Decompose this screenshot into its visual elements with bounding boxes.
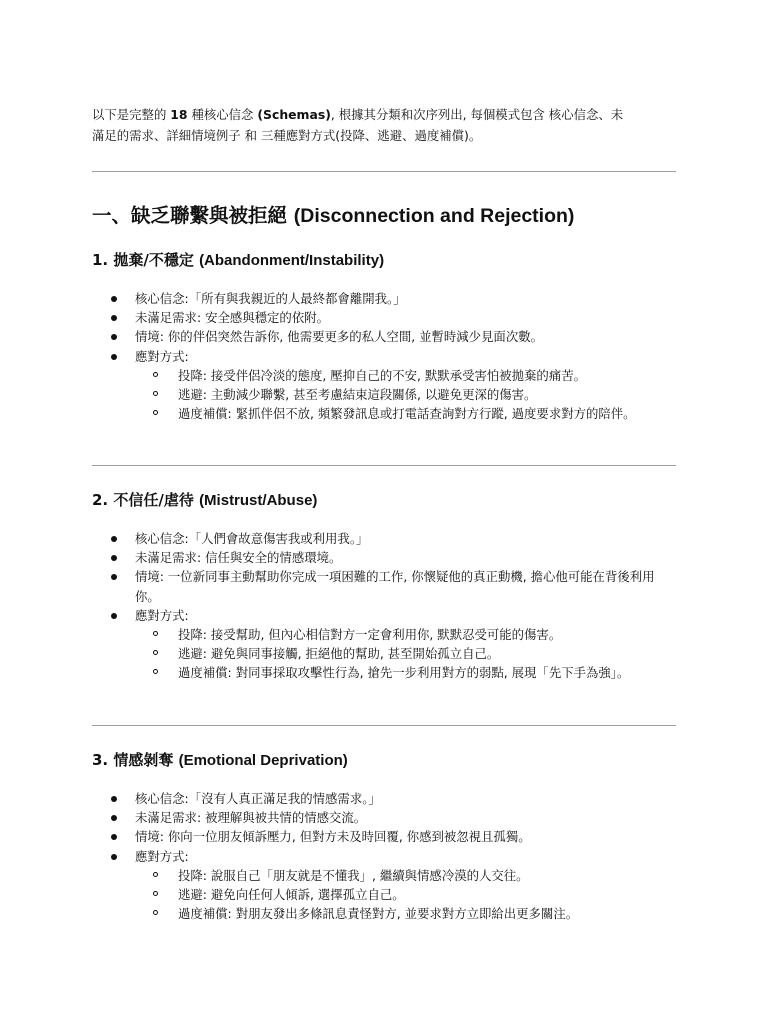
intro-schemas: (Schemas)	[257, 107, 331, 122]
coping-text: 接受伴侶冷淡的態度, 壓抑自己的不安, 默默承受害怕被拋棄的痛苦。	[206, 367, 586, 383]
domain-heading-zh: 一、缺乏聯繫與被拒絕	[92, 204, 294, 227]
divider	[92, 171, 676, 172]
list-item	[92, 529, 676, 548]
list-item	[92, 789, 676, 808]
schema-list	[92, 789, 676, 923]
item-text: 你向一位朋友傾訴壓力, 但對方未及時回覆, 你感到被忽視且孤獨。	[163, 829, 531, 845]
bullet-icon	[111, 796, 117, 802]
intro-text: 以下是完整的	[92, 107, 171, 122]
coping-text: 對同事採取攻擊性行為, 搶先一步利用對方的弱點, 展現「先下手為強」。	[231, 665, 630, 681]
item-label: 應對方式:	[135, 848, 189, 864]
schema-section	[92, 750, 676, 923]
bullet-icon	[111, 354, 117, 360]
coping-label: 逃避:	[178, 387, 207, 403]
bullet-icon	[111, 296, 117, 302]
item-label: 核心信念:	[135, 531, 189, 546]
list-item	[92, 308, 676, 327]
item-label: 核心信念:	[135, 791, 189, 806]
intro-paragraph	[92, 104, 676, 146]
list-item	[92, 827, 676, 846]
bullet-icon	[111, 536, 117, 542]
list-item	[92, 847, 676, 924]
hollow-bullet-icon	[153, 891, 158, 896]
bullet-icon	[111, 613, 117, 619]
item-text: 「沒有人真正滿足我的情感需求。」	[188, 791, 381, 806]
item-label: 未滿足需求:	[135, 810, 202, 826]
bullet-icon	[111, 315, 117, 321]
item-text: 安全感與穩定的依附。	[201, 310, 329, 326]
intro-text: 滿足的需求、詳細情境例子 和 三種應對方式(投降、逃避、過度補償)。	[92, 128, 482, 143]
coping-list	[133, 625, 676, 683]
list-item	[92, 289, 676, 308]
list-item	[92, 606, 676, 683]
hollow-bullet-icon	[153, 910, 158, 915]
bullet-icon	[111, 334, 117, 340]
item-label: 未滿足需求:	[135, 310, 202, 326]
list-item	[92, 548, 676, 567]
schema-title-zh: 2. 不信任/虐待	[92, 491, 200, 509]
divider	[92, 465, 676, 466]
item-label: 情境:	[135, 569, 164, 585]
schema-title	[92, 750, 676, 771]
coping-text: 接受幫助, 但內心相信對方一定會利用你, 默默忍受可能的傷害。	[206, 627, 562, 643]
hollow-bullet-icon	[153, 631, 158, 636]
hollow-bullet-icon	[153, 872, 158, 877]
coping-label: 逃避:	[178, 887, 207, 903]
coping-text: 避免向任何人傾訴, 選擇孤立自己。	[206, 887, 405, 903]
intro-text: 種核心信念	[187, 107, 258, 122]
domain-heading-en: (Disconnection and Rejection)	[293, 205, 575, 227]
list-item	[92, 808, 676, 827]
schema-title-zh: 1. 拋棄/不穩定	[92, 251, 200, 269]
item-label: 未滿足需求:	[135, 550, 202, 566]
coping-text: 對朋友發出多條訊息責怪對方, 並要求對方立即給出更多關注。	[231, 906, 579, 922]
bullet-icon	[111, 574, 117, 580]
coping-item	[133, 366, 676, 385]
coping-item	[133, 866, 676, 885]
coping-list	[133, 366, 676, 424]
list-item	[92, 347, 676, 424]
intro-count: 18	[170, 107, 188, 122]
hollow-bullet-icon	[153, 372, 158, 377]
intro-text: , 根據其分類和次序列出, 每個模式包含 核心信念、未	[330, 107, 624, 122]
item-label: 核心信念:	[135, 291, 189, 306]
coping-text: 緊抓伴侶不放, 頻繁發訊息或打電話查詢對方行蹤, 過度要求對方的陪伴。	[231, 406, 636, 422]
schema-section	[92, 250, 676, 423]
schema-section	[92, 490, 676, 683]
schema-list	[92, 529, 676, 683]
item-label: 應對方式:	[135, 607, 189, 623]
coping-label: 投降:	[178, 627, 207, 643]
schema-title	[92, 490, 676, 511]
coping-item	[133, 885, 676, 904]
bullet-icon	[111, 815, 117, 821]
coping-text: 說服自己「朋友就是不懂我」, 繼續與情感冷漠的人交往。	[206, 867, 529, 883]
schema-title-en: (Abandonment/Instability)	[199, 252, 385, 269]
hollow-bullet-icon	[153, 650, 158, 655]
coping-item	[133, 904, 676, 923]
list-item	[92, 327, 676, 346]
item-label: 應對方式:	[135, 348, 189, 364]
bullet-icon	[111, 834, 117, 840]
hollow-bullet-icon	[153, 391, 158, 396]
coping-item	[133, 663, 676, 682]
hollow-bullet-icon	[153, 669, 158, 674]
coping-text: 主動減少聯繫, 甚至考慮結束這段關係, 以避免更深的傷害。	[206, 387, 537, 403]
item-text: 「人們會故意傷害我或利用我。」	[188, 531, 369, 546]
coping-label: 過度補償:	[178, 406, 232, 422]
list-item	[92, 567, 676, 605]
coping-item	[133, 644, 676, 663]
schema-title-zh: 3. 情感剝奪	[92, 751, 179, 769]
coping-label: 投降:	[178, 867, 207, 883]
hollow-bullet-icon	[153, 410, 158, 415]
bullet-icon	[111, 555, 117, 561]
item-text: 「所有與我親近的人最終都會離開我。」	[188, 291, 406, 306]
schema-title-en: (Mistrust/Abuse)	[199, 492, 318, 509]
domain-heading	[92, 204, 574, 228]
coping-label: 逃避:	[178, 646, 207, 662]
schema-title-en: (Emotional Deprivation)	[178, 752, 348, 769]
item-text: 一位新同事主動幫助你完成一項困難的工作, 你懷疑他的真正動機, 擔心他可能在背後利用你。	[135, 569, 655, 604]
item-text: 你的伴侶突然告訴你, 他需要更多的私人空間, 並暫時減少見面次數。	[163, 329, 543, 345]
coping-item	[133, 404, 676, 423]
coping-list	[133, 866, 676, 924]
coping-label: 投降:	[178, 367, 207, 383]
divider	[92, 725, 676, 726]
coping-item	[133, 625, 676, 644]
item-label: 情境:	[135, 829, 164, 845]
coping-item	[133, 385, 676, 404]
item-label: 情境:	[135, 329, 164, 345]
coping-label: 過度補償:	[178, 665, 232, 681]
coping-label: 過度補償:	[178, 906, 232, 922]
coping-text: 避免與同事接觸, 拒絕他的幫助, 甚至開始孤立自己。	[206, 646, 500, 662]
schema-list	[92, 289, 676, 423]
item-text: 被理解與被共情的情感交流。	[201, 810, 367, 826]
schema-title	[92, 250, 676, 271]
bullet-icon	[111, 854, 117, 860]
item-text: 信任與安全的情感環境。	[201, 550, 342, 566]
